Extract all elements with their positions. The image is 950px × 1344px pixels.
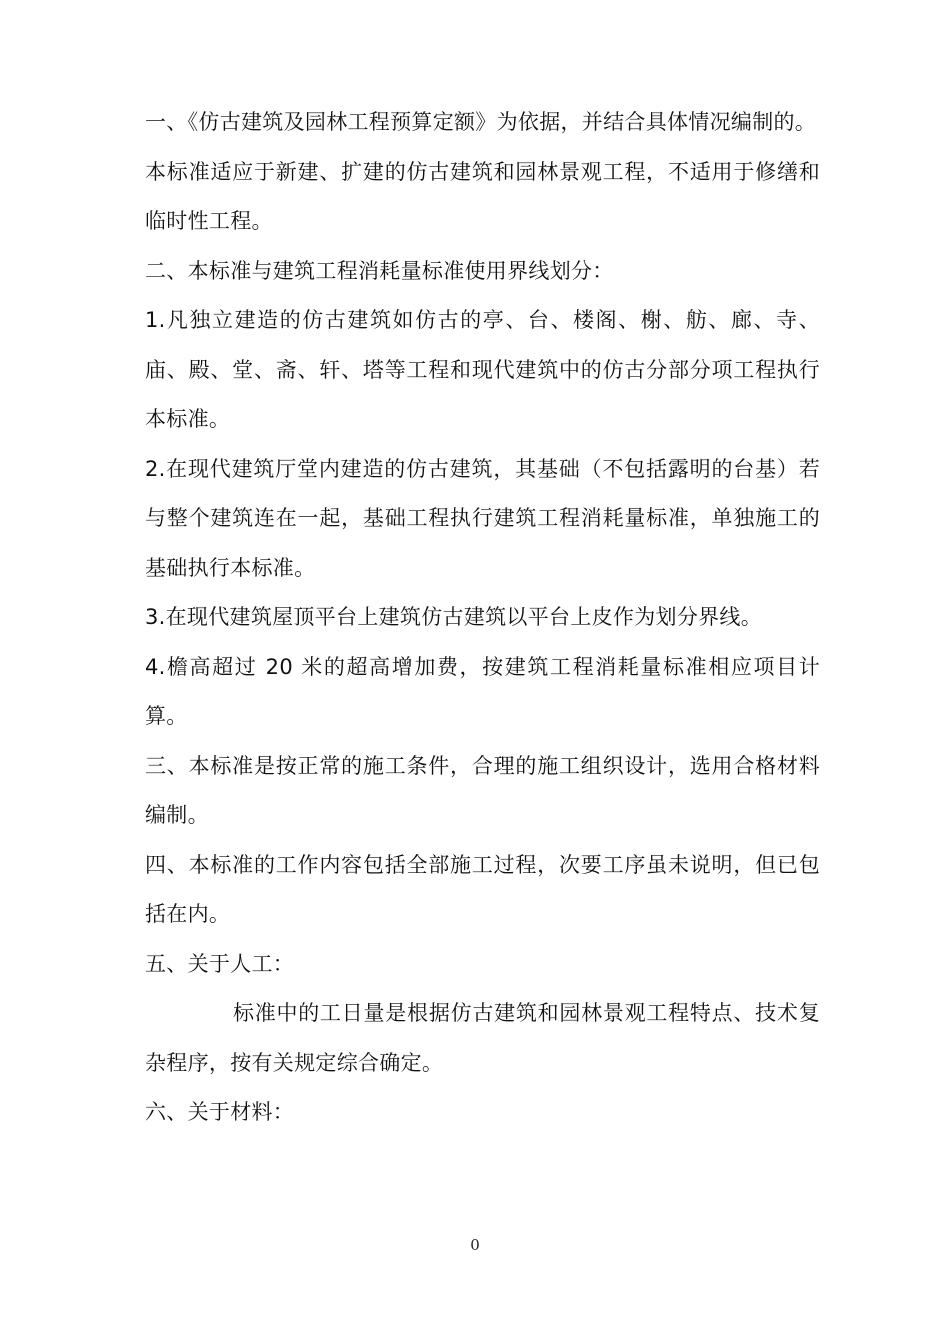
paragraph-labor: 标准中的工日量是根据仿古建筑和园林景观工程特点、技术复杂程序，按有关规定综合确定。 (145, 1001, 820, 1075)
paragraph-item-2: 2.在现代建筑厅堂内建造的仿古建筑，其基础（不包括露明的台基）若与整个建筑连在一起，基础工程执行建筑工程消耗量标准，单独施工的基础执行本标准。 (145, 456, 820, 580)
page-number: 0 (470, 1236, 480, 1254)
document-body (145, 98, 820, 1138)
paragraph-basis: 一、《仿古建筑及园林工程预算定额》为依据，并结合具体情况编制的。 (145, 110, 817, 134)
paragraph-boundary-heading: 二、本标准与建筑工程消耗量标准使用界线划分： (145, 258, 614, 283)
paragraph-item-1: 1.凡独立建造的仿古建筑如仿古的亭、台、楼阁、榭、舫、廊、寺、庙、殿、堂、斋、轩、塔等工程和现代建筑中的仿古分部分项工程执行本标准。 (145, 308, 820, 431)
paragraph-scope: 本标准适应于新建、扩建的仿古建筑和园林景观工程，不适用于修缮和临时性工程。 (145, 159, 820, 233)
paragraph-section-4: 四、本标准的工作内容包括全部施工过程，次要工序虽未说明，但已包括在内。 (145, 852, 820, 926)
paragraph-section-3: 三、本标准是按正常的施工条件，合理的施工组织设计，选用合格材料编制。 (145, 753, 820, 827)
paragraph-section-5-heading: 五、关于人工： (145, 951, 295, 976)
paragraph-item-3: 3.在现代建筑屋顶平台上建筑仿古建筑以平台上皮作为划分界线。 (145, 605, 763, 629)
paragraph-section-6-heading: 六、关于材料： (145, 1100, 295, 1124)
paragraph-item-4: 4.檐高超过 20 米的超高增加费，按建筑工程消耗量标准相应项目计算。 (145, 654, 820, 728)
